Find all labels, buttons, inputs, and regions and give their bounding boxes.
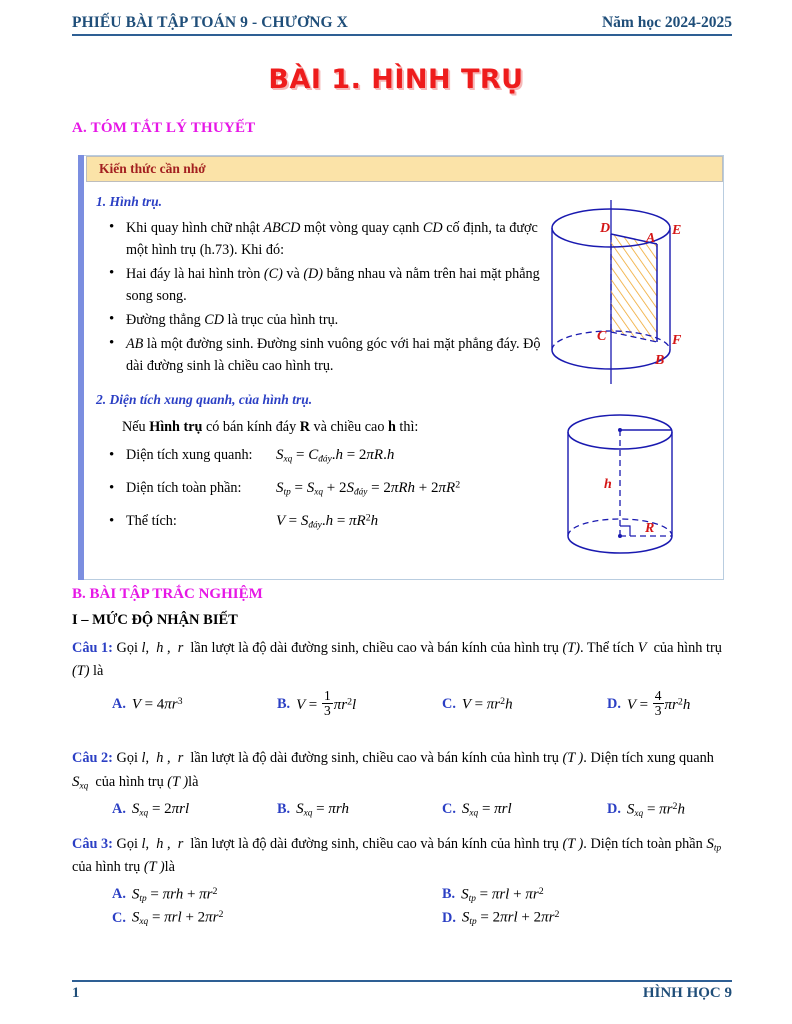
option-b-math: V = $\frac{1}{3}$ $\pi r^2l$	[296, 688, 357, 719]
option-c-math: $S_{xq} = \pi rl + 2\pi r^2$	[131, 909, 224, 928]
option-b[interactable]	[237, 801, 402, 819]
option-d-math: V = $\frac{4}{3}$ $\pi r^2h$	[626, 688, 691, 719]
option-d-math: $S_{tp} = 2\pi rl + 2\pi r^2$	[461, 909, 560, 928]
question-3-options-row-1	[72, 886, 732, 904]
formula-label-tp: • Diện tích toàn phần:	[126, 479, 242, 496]
figure1-label-C: C	[597, 329, 607, 344]
option-b-label: B.	[277, 800, 291, 817]
figure2-label-R: R	[645, 521, 655, 536]
formula-item-xq	[96, 444, 546, 467]
figure1-label-E: E	[672, 223, 682, 238]
option-d[interactable]	[402, 909, 732, 927]
figure1-label-F: F	[672, 333, 682, 348]
formula-math-xq: $S_{xq} = C_{đáy}.h = 2\pi R.h$	[276, 446, 395, 464]
option-d-label: D.	[607, 695, 621, 712]
option-c-math: $V = \pi r^2h$	[461, 695, 513, 713]
theory-intro-line: Nếu Hình trụ có bán kính đáy R và chiều cao h thì:	[122, 419, 419, 436]
question-3	[72, 832, 732, 927]
option-c-label: C.	[442, 695, 456, 712]
option-d[interactable]	[567, 689, 732, 719]
figure2-label-h: h	[604, 477, 612, 492]
formula-list	[96, 444, 546, 534]
figure1-label-D: D	[600, 221, 611, 236]
option-d-label: D.	[442, 909, 456, 926]
question-1-options	[72, 689, 732, 719]
formula-item-v	[96, 510, 546, 533]
option-a-math: $V = 4\pi r^3$	[131, 695, 183, 713]
question-1	[72, 637, 732, 719]
question-3-stem: Câu 3: Gọi l, h , r lần lượt là độ dài đường sinh, chiều cao và bán kính của hình trụ (T ). Diện tích toàn phần $S_{tp}$ của hình trụ (T )là	[72, 836, 722, 876]
footer-label: HÌNH HỌC 9	[642, 985, 732, 1001]
formula-label-v: • Thể tích:	[126, 513, 177, 530]
option-c[interactable]	[72, 909, 402, 927]
question-1-stem: Câu 1: Gọi l, h , r lần lượt là độ dài đường sinh, chiều cao và bán kính của hình trụ (T). Thể tích V của hình trụ (T) là	[72, 640, 722, 680]
option-c-label: C.	[442, 800, 456, 817]
theory-bullet: • AB là một đường sinh. Đường sinh vuông góc với hai mặt phẳng đáy. Độ dài đường sinh là chiều cao hình trụ.	[96, 333, 541, 377]
theory-subheading-2: 2. Diện tích xung quanh, của hình trụ.	[96, 392, 313, 407]
option-a-label: A.	[112, 695, 126, 712]
option-d[interactable]	[567, 801, 732, 819]
figure-cylinder-abcd	[545, 198, 720, 393]
option-a-math: $S_{xq} = 2\pi rl$	[131, 800, 190, 819]
footer-page-number: 1	[72, 985, 80, 1001]
header-title-left: PHIẾU BÀI TẬP TOÁN 9 - CHƯƠNG X	[72, 14, 348, 31]
theory-accent-bar	[78, 155, 84, 580]
option-d-label: D.	[607, 800, 621, 817]
theory-part-2	[96, 390, 546, 543]
question-2	[72, 747, 732, 818]
option-b[interactable]	[402, 886, 732, 904]
question-1-number: Câu 1:	[72, 640, 113, 656]
section-b-heading: B. BÀI TẬP TRẮC NGHIỆM	[72, 586, 263, 602]
section-a-heading: A. TÓM TẮT LÝ THUYẾT	[72, 120, 256, 136]
page-footer	[72, 980, 732, 1002]
option-d-math: $S_{xq} = \pi r^2h$	[626, 800, 685, 819]
theory-subheading-1: 1. Hình trụ.	[96, 194, 163, 209]
page-title: BÀI 1. HÌNH TRỤ	[268, 64, 524, 95]
question-3-options-row-2	[72, 909, 732, 927]
formula-label-xq: • Diện tích xung quanh:	[126, 446, 253, 463]
question-2-options	[72, 801, 732, 819]
theory-bullet: • Đường thẳng CD là trục của hình trụ.	[96, 309, 541, 331]
theory-bullet: • Khi quay hình chữ nhật ABCD một vòng quay cạnh CD cố định, ta được một hình trụ (h.73). Khi đó:	[96, 217, 541, 261]
option-a-label: A.	[112, 885, 126, 902]
section-b-level: I – MỨC ĐỘ NHẬN BIẾT	[72, 612, 238, 628]
option-b-math: $S_{xq} = \pi rh$	[296, 800, 349, 819]
option-a[interactable]	[72, 886, 402, 904]
option-c[interactable]	[402, 689, 567, 719]
option-c-math: $S_{xq} = \pi rl$	[461, 800, 512, 819]
theory-box-header	[86, 156, 723, 182]
page-header	[72, 14, 732, 36]
question-2-stem: Câu 2: Gọi l, h , r lần lượt là độ dài đường sinh, chiều cao và bán kính của hình trụ (T ). Diện tích xung quanh $S_{xq}$ của hình trụ (T )là	[72, 750, 714, 792]
option-a-math: $S_{tp} = \pi rh + \pi r^2$	[131, 885, 218, 904]
option-b-math: $S_{tp} = \pi rl + \pi r^2$	[461, 885, 544, 904]
figure1-label-A: A	[646, 231, 656, 246]
option-a[interactable]	[72, 801, 237, 819]
theory-part-1	[96, 192, 541, 379]
header-school-year: Năm học 2024-2025	[601, 14, 732, 31]
formula-math-tp: $S_{tp} = S_{xq} + 2S_{đáy} = 2\pi Rh + 2\pi R^2$	[276, 479, 461, 498]
option-a-label: A.	[112, 800, 126, 817]
formula-math-v: $V = S_{đáy}.h = \pi R^2h$	[276, 512, 379, 531]
question-3-number: Câu 3:	[72, 836, 113, 852]
formula-item-tp	[96, 477, 546, 500]
theory-box-title: Kiến thức cần nhớ	[99, 161, 206, 176]
option-c[interactable]	[402, 801, 567, 819]
figure1-label-B: B	[655, 353, 665, 368]
option-b[interactable]	[237, 689, 402, 719]
option-c-label: C.	[112, 909, 126, 926]
theory-bullet-list-1	[96, 217, 541, 377]
option-b-label: B.	[442, 885, 456, 902]
option-a[interactable]	[72, 689, 237, 719]
figure-cylinder-hr	[558, 408, 718, 573]
theory-bullet: • Hai đáy là hai hình tròn (C) và (D) bằng nhau và nằm trên hai mặt phẳng song song.	[96, 263, 541, 307]
option-b-label: B.	[277, 695, 291, 712]
question-2-number: Câu 2:	[72, 750, 113, 766]
